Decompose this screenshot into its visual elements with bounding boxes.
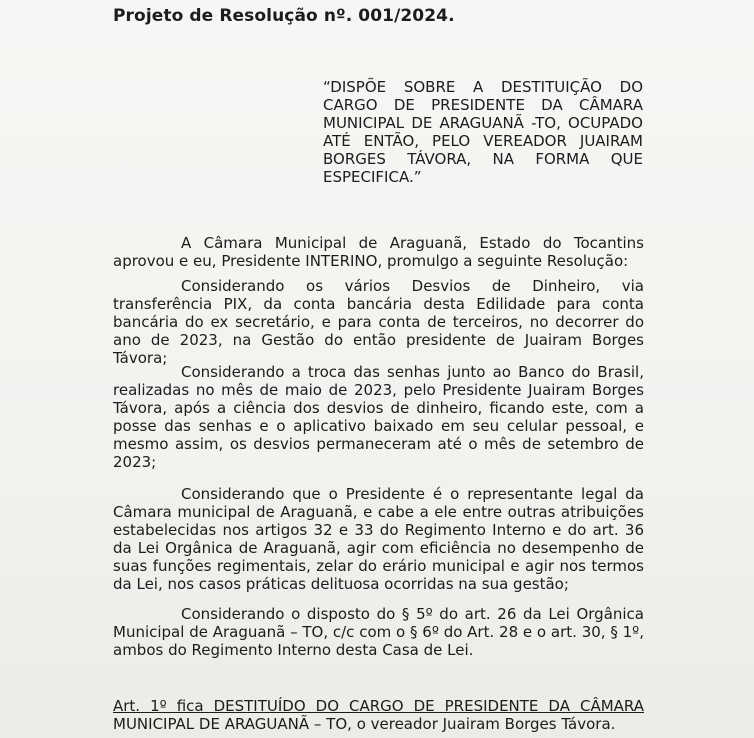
preamble-paragraph: A Câmara Municipal de Araguanã, Estado do Tocantins aprovou e eu, Presidente INTERINO, promulgo a seguinte Resolução:: [113, 234, 644, 270]
article-1-text: MUNICIPAL DE ARAGUANÃ – TO, o vereador Juairam Borges Távora.: [113, 715, 616, 733]
article-1-heading: Art. 1º fica DESTITUÍDO DO CARGO DE PRESIDENTE DA CÂMARA: [113, 697, 644, 715]
ementa-text: “DISPÕE SOBRE A DESTITUIÇÃO DO CARGO DE PRESIDENTE DA CÂMARA MUNICIPAL DE ARAGUANÃ -TO, OCUPADO ATÉ ENTÃO, PELO VEREADOR JUAIRAM BORGES TÁVORA, NA FORMA QUE ESPECIFICA.”: [323, 78, 643, 186]
considerando-paragraph-1: Considerando os vários Desvios de Dinheiro, via transferência PIX, da conta bancária desta Edilidade para conta bancária do ex secretário, e para conta de terceiros, no decorrer do ano de 2023, na Gestão do então presidente de Juairam Borges Távora;: [113, 277, 644, 367]
document-title: Projeto de Resolução nº. 001/2024.: [113, 6, 455, 26]
considerando-paragraph-3: Considerando que o Presidente é o representante legal da Câmara municipal de Araguanã, e cabe a ele entre outras atribuições estabelecidas nos artigos 32 e 33 do Regimento Interno e do art. 36 da Lei Orgânica de Araguanã, agir com eficiência no desempenho de suas funções regimentais, zelar do erário municipal e agir nos termos da Lei, nos casos práticas delituosa ocorridas na sua gestão;: [113, 485, 644, 593]
considerando-paragraph-4: Considerando o disposto do § 5º do art. 26 da Lei Orgânica Municipal de Araguanã – TO, c/c com o § 6º do Art. 28 e o art. 30, § 1º, ambos do Regimento Interno desta Casa de Lei.: [113, 605, 644, 659]
considerando-paragraph-2: Considerando a troca das senhas junto ao Banco do Brasil, realizadas no mês de maio de 2023, pelo Presidente Juairam Borges Távora, após a ciência dos desvios de dinheiro, ficando este, com a posse das senhas e o aplicativo baixado em seu celular pessoal, e mesmo assim, os desvios permaneceram até o mês de setembro de 2023;: [113, 363, 644, 471]
article-1: [113, 697, 644, 733]
